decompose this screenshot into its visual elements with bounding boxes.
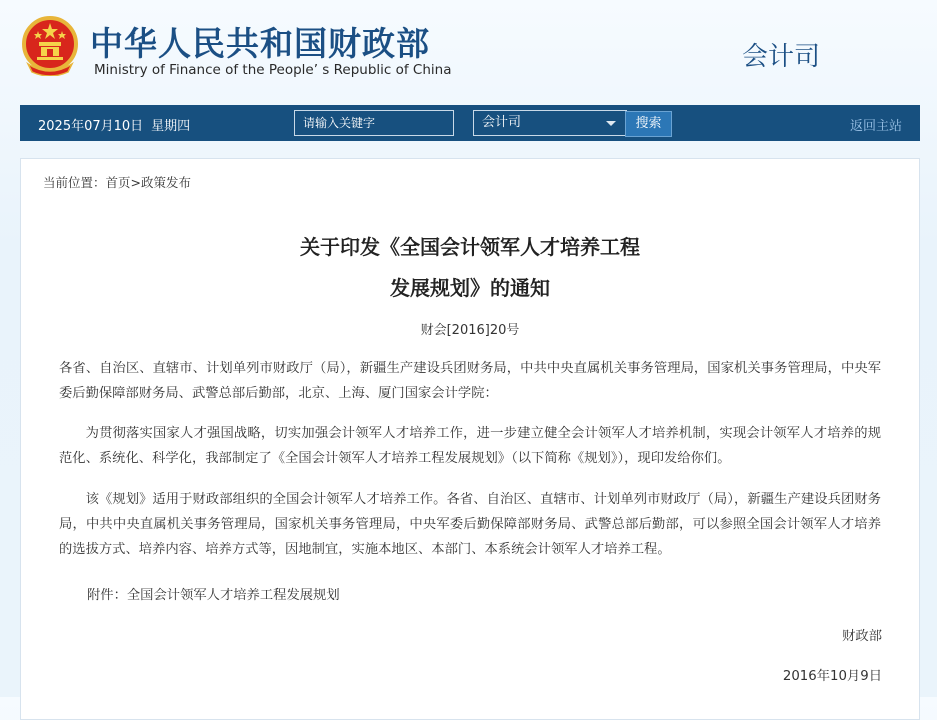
weekday-text: 星期四 xyxy=(151,119,191,134)
document-number: 财会[2016]20号 xyxy=(420,323,520,338)
breadcrumb-separator: > xyxy=(130,175,142,190)
breadcrumb xyxy=(43,173,191,191)
article-title-line2: 发展规划》的通知 xyxy=(390,276,550,300)
issuer-signature: 财政部 xyxy=(842,629,882,644)
issue-date: 2016年10月9日 xyxy=(782,669,882,684)
breadcrumb-home-link[interactable]: 首页 xyxy=(105,175,131,190)
department-name: 会计司 xyxy=(742,42,821,72)
site-title: 中华人民共和国财政部 xyxy=(90,24,430,63)
department-select-value: 会计司 xyxy=(482,115,522,130)
article-title-line1: 关于印发《全国会计领军人才培养工程 xyxy=(300,235,640,259)
return-home-link[interactable]: 返回主站 xyxy=(849,119,902,134)
site-title-english: Ministry of Finance of the People’ s Republic of China xyxy=(94,62,452,78)
breadcrumb-prefix: 当前位置： xyxy=(43,175,106,190)
nav-bar xyxy=(20,105,920,141)
date-text: 2025年07月10日 xyxy=(38,119,144,134)
search-button[interactable]: 搜索 xyxy=(625,111,672,137)
recipients-paragraph: 各省、自治区、直辖市、计划单列市财政厅（局），新疆生产建设兵团财务局，中共中央直属机关事务管理局，国家机关事务管理局，中央军委后勤保障部财务局、武警总部后勤部，北京、上海、厦门国家会计学院： xyxy=(59,361,881,401)
national-emblem-icon xyxy=(22,16,78,76)
current-date xyxy=(38,115,198,134)
department-select[interactable] xyxy=(473,110,627,136)
site-header xyxy=(0,0,937,100)
attachment-line: 附件：全国会计领军人才培养工程发展规划 xyxy=(87,588,340,603)
search-input[interactable] xyxy=(294,110,454,136)
body-paragraph-1: 为贯彻落实国家人才强国战略，切实加强会计领军人才培养工作，进一步建立健全会计领军人才培养机制，实现会计领军人才培养的规范化、系统化、科学化，我部制定了《全国会计领军人才培养工程发展规划》（以下简称《规划》），现印发给你们。 xyxy=(59,426,881,466)
chevron-down-icon xyxy=(606,121,616,126)
article-panel xyxy=(20,158,920,720)
body-paragraph-2: 该《规划》适用于财政部组织的全国会计领军人才培养工作。各省、自治区、直辖市、计划单列市财政厅（局），新疆生产建设兵团财务局，中共中央直属机关事务管理局，国家机关事务管理局，中央军委后勤保障部财务局、武警总部后勤部，可以参照全国会计领军人才培养的选拔方式、培养内容、培养方式等，因地制宜，实施本地区、本部门、本系统会计领军人才培养工程。 xyxy=(59,492,881,557)
breadcrumb-section-link[interactable]: 政策发布 xyxy=(141,175,192,190)
